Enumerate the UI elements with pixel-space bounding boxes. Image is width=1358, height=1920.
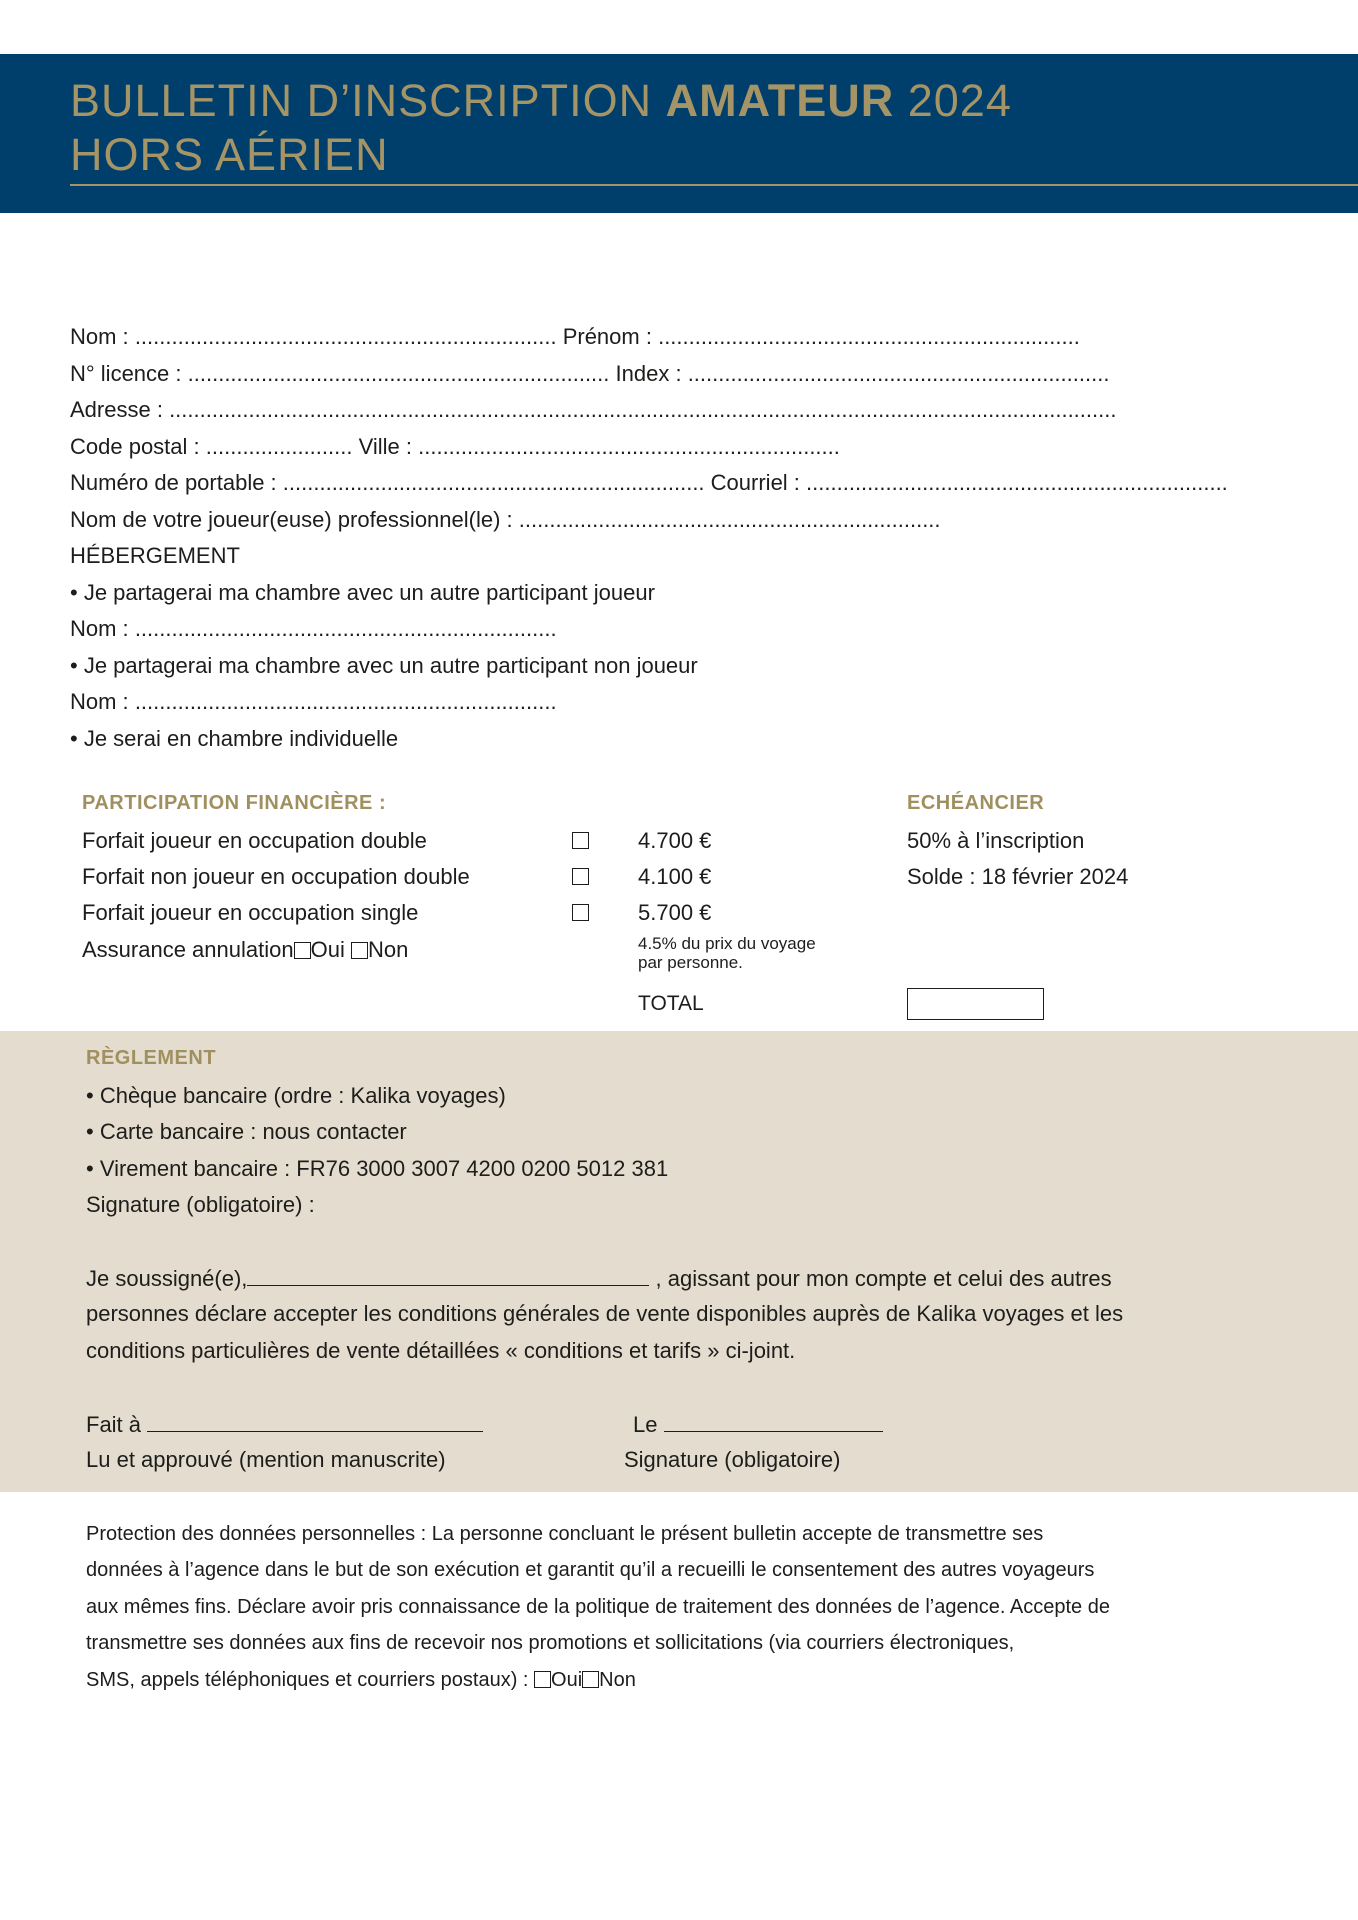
page-title: BULLETIN D’INSCRIPTION AMATEUR 2024 [70,75,1012,126]
pro-label: Nom de votre joueur(euse) professionnel(le) : [70,507,513,532]
hebergement-option-non-joueur[interactable]: • Je partagerai ma chambre avec un autre participant non joueur [70,653,698,678]
ville-field[interactable]: ..................................................................... [418,434,840,459]
licence-label: N° licence : [70,361,182,386]
financial-title: PARTICIPATION FINANCIÈRE : [82,792,387,814]
total-label: TOTAL [638,992,704,1015]
declaration-line3: conditions particulières de vente détaillées « conditions et tarifs » ci-joint. [86,1338,796,1363]
signature-label: Signature (obligatoire) : [86,1192,315,1217]
row-price: 5.700 € [638,900,712,925]
row-label: Forfait joueur en occupation single [82,900,419,925]
nom-label: Nom : [70,324,129,349]
adresse-row [70,397,1116,423]
soussigne-prefix: Je soussigné(e), [86,1266,248,1291]
nom-row [70,324,1080,350]
echeancier-title: ECHÉANCIER [907,792,1045,814]
courriel-label: Courriel : [710,470,800,495]
prenom-field[interactable]: ..................................................................... [658,324,1080,349]
adresse-field[interactable]: ........................................................................................................................................................... [169,397,1117,422]
le-date-field[interactable] [664,1411,883,1432]
assurance-oui-checkbox[interactable] [294,942,311,959]
courriel-field[interactable]: ..................................................................... [806,470,1228,495]
privacy-non-checkbox[interactable] [582,1671,599,1688]
reglement-item-cheque: • Chèque bancaire (ordre : Kalika voyages) [86,1083,506,1108]
portable-field[interactable]: ..................................................................... [282,470,705,495]
row-label: Forfait non joueur en occupation double [82,864,470,889]
echeancier-line1: 50% à l’inscription [907,828,1085,853]
reglement-item-carte: • Carte bancaire : nous contacter [86,1119,407,1144]
hebergement-option-individuelle[interactable]: • Je serai en chambre individuelle [70,726,399,751]
checkbox-forfait-non-joueur-double[interactable] [572,868,589,885]
assurance-note-1: 4.5% du prix du voyage [638,934,816,953]
privacy-oui-label: Oui [551,1669,583,1691]
privacy-line5-row [86,1667,636,1693]
portable-label: Numéro de portable : [70,470,277,495]
soussigne-row [86,1265,1112,1292]
code-postal-label: Code postal : [70,434,200,459]
fait-a-row [86,1411,483,1438]
echeancier-line2: Solde : 18 février 2024 [907,864,1129,889]
soussigne-name-field[interactable] [247,1265,649,1286]
ville-label: Ville : [358,434,412,459]
nom-field[interactable]: ..................................................................... [134,324,557,349]
opt2-nom-row [70,689,557,715]
header-rule [70,184,1358,186]
row-price: 4.700 € [638,828,712,853]
checkbox-forfait-joueur-double[interactable] [572,832,589,849]
privacy-line2: données à l’agence dans le but de son exécution et garantit qu’il a recueilli le consentement des autres voyageurs [86,1559,1095,1581]
pro-row [70,507,941,533]
declaration-line2: personnes déclare accepter les conditions générales de vente disponibles auprès de Kalika voyages et les [86,1301,1124,1326]
assurance-row [82,937,408,963]
assurance-note-2: par personne. [638,953,743,972]
soussigne-suffix: , agissant pour mon compte et celui des autres [649,1266,1112,1291]
row-price: 4.100 € [638,864,712,889]
row-label: Forfait joueur en occupation double [82,828,427,853]
code-postal-row [70,434,840,460]
lu-approuve-label: Lu et approuvé (mention manuscrite) [86,1447,446,1472]
opt1-nom-label: Nom : [70,616,129,641]
opt2-nom-label: Nom : [70,689,129,714]
index-field[interactable]: ..................................................................... [687,361,1110,386]
pro-field[interactable]: ..................................................................... [518,507,941,532]
assurance-label: Assurance annulation [82,937,294,962]
privacy-line3: aux mêmes fins. Déclare avoir pris connaissance de la politique de traitement des données de l’agence. Accepte de [86,1596,1110,1618]
index-label: Index : [615,361,682,386]
hebergement-option-joueur[interactable]: • Je partagerai ma chambre avec un autre participant joueur [70,580,655,605]
adresse-label: Adresse : [70,397,163,422]
fait-a-field[interactable] [147,1411,483,1432]
prenom-label: Prénom : [562,324,652,349]
le-row [633,1411,883,1438]
opt1-nom-row [70,616,557,642]
header-banner [0,54,1358,213]
code-postal-field[interactable]: ........................ [205,434,353,459]
assurance-non-checkbox[interactable] [351,942,368,959]
hebergement-title: HÉBERGEMENT [70,543,240,568]
assurance-non-label: Non [367,937,409,962]
assurance-oui-label: Oui [310,937,345,962]
privacy-line4: transmettre ses données aux fins de recevoir nos promotions et sollicitations (via courriers électroniques, [86,1632,1015,1654]
privacy-line5: SMS, appels téléphoniques et courriers postaux) : [86,1669,529,1691]
signature-obligatoire-label: Signature (obligatoire) [624,1447,841,1472]
total-field[interactable] [907,988,1044,1020]
privacy-oui-checkbox[interactable] [534,1671,551,1688]
reglement-title: RÈGLEMENT [86,1047,217,1069]
checkbox-forfait-joueur-single[interactable] [572,904,589,921]
fait-a-label: Fait à [86,1412,142,1437]
portable-row [70,470,1228,496]
privacy-line1: Protection des données personnelles : La personne concluant le présent bulletin accepte de transmettre ses [86,1523,1044,1545]
licence-field[interactable]: ..................................................................... [187,361,610,386]
opt1-nom-field[interactable]: ..................................................................... [134,616,557,641]
privacy-non-label: Non [599,1669,636,1691]
page-subtitle: HORS AÉRIEN [70,129,389,180]
opt2-nom-field[interactable]: ..................................................................... [134,689,557,714]
reglement-item-virement: • Virement bancaire : FR76 3000 3007 4200 0200 5012 381 [86,1156,669,1181]
licence-row [70,361,1109,387]
le-label: Le [633,1412,658,1437]
